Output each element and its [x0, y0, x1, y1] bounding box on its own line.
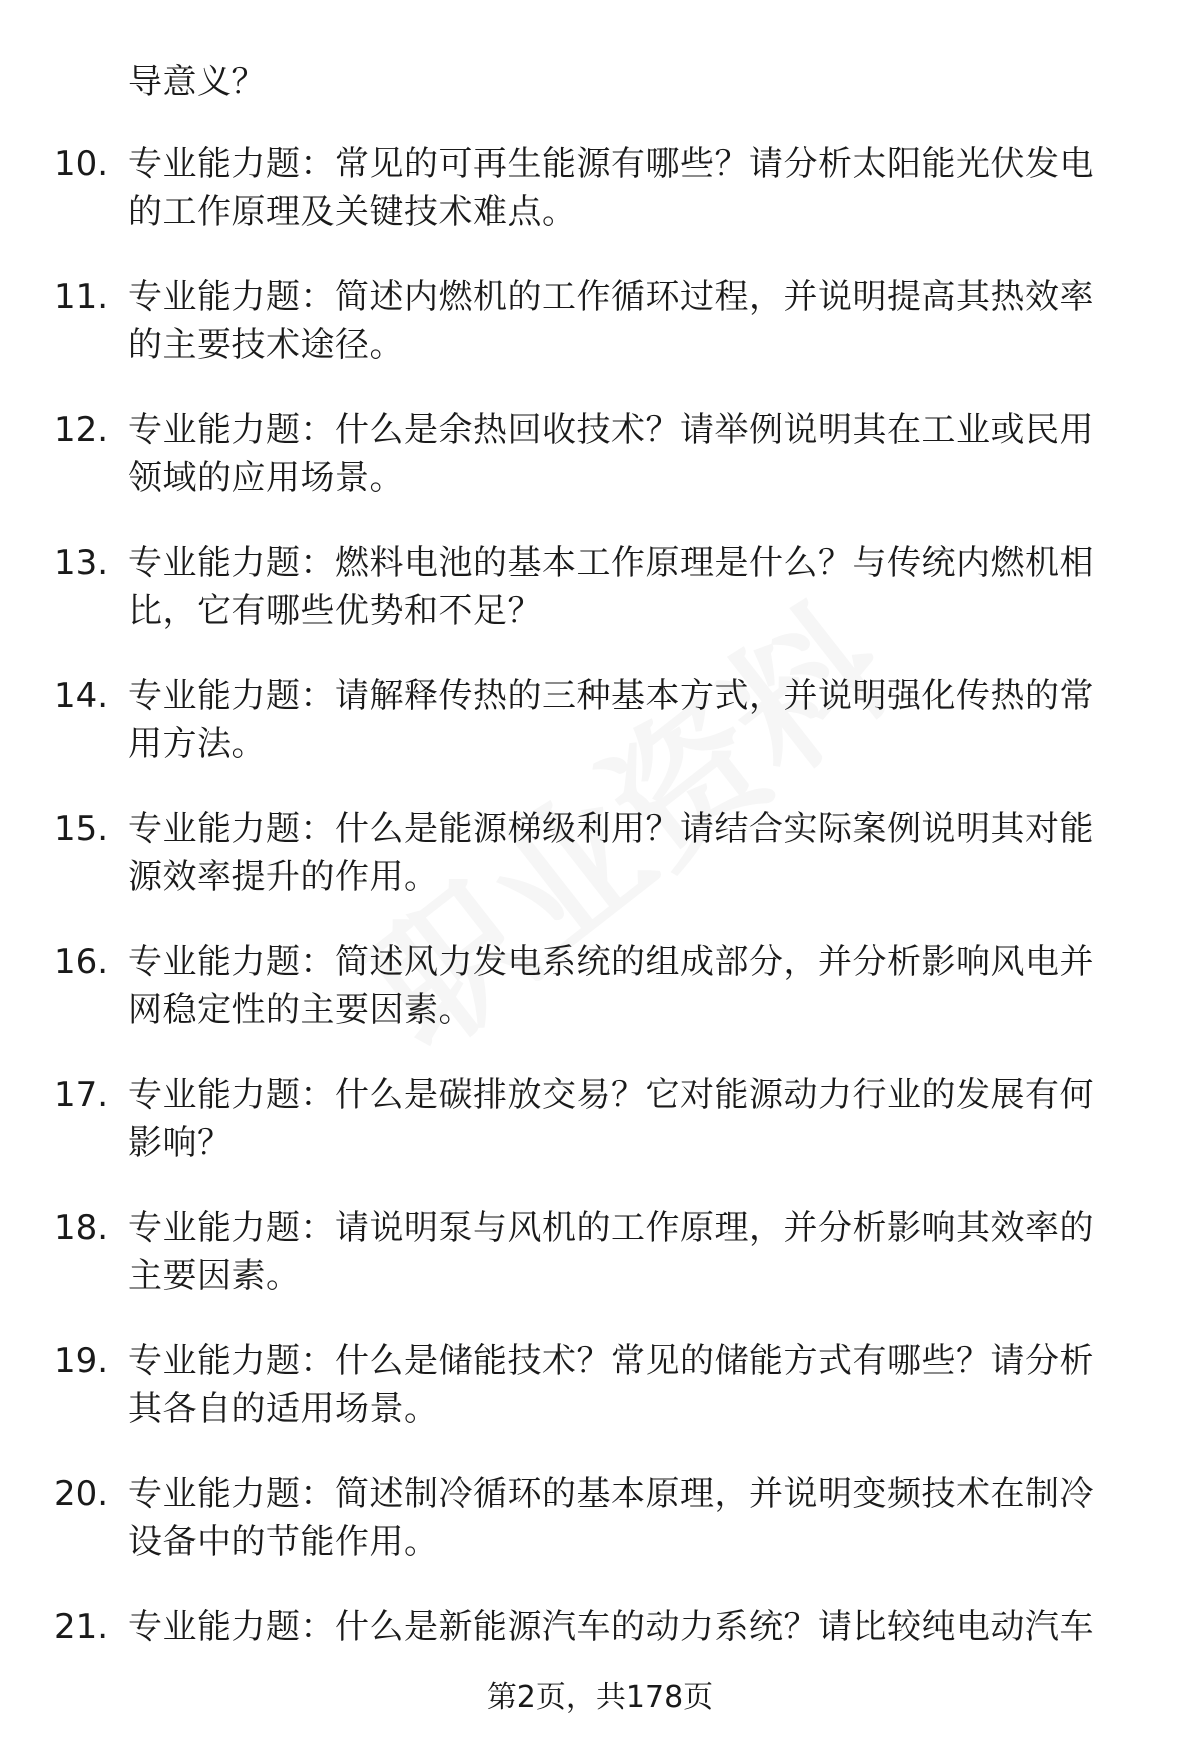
question-text	[128, 805, 1138, 901]
question-number: 21.	[54, 1607, 109, 1647]
question-number: 19.	[54, 1341, 109, 1381]
question-text	[128, 1071, 1138, 1167]
question-text	[128, 672, 1138, 768]
question-line: 比，它有哪些优势和不足？	[128, 591, 542, 631]
question-text	[128, 938, 1138, 1034]
continuation-line: 导意义？	[128, 62, 266, 102]
question-number: 13.	[54, 543, 109, 583]
question-line: 专业能力题：什么是能源梯级利用？请结合实际案例说明其对能	[128, 809, 1094, 849]
question-line: 的主要技术途径。	[128, 325, 404, 365]
question-item	[0, 1337, 1200, 1470]
question-line: 专业能力题：简述风力发电系统的组成部分，并分析影响风电并	[128, 942, 1094, 982]
question-line: 专业能力题：简述制冷循环的基本原理，并说明变频技术在制冷	[128, 1474, 1094, 1514]
question-item	[0, 140, 1200, 273]
question-item	[0, 1071, 1200, 1204]
question-line: 专业能力题：请解释传热的三种基本方式，并说明强化传热的常	[128, 676, 1094, 716]
question-line: 用方法。	[128, 724, 266, 764]
question-number: 12.	[54, 410, 109, 450]
question-line: 影响？	[128, 1123, 232, 1163]
question-line: 专业能力题：常见的可再生能源有哪些？请分析太阳能光伏发电	[128, 144, 1094, 184]
question-text	[128, 1603, 1138, 1651]
question-item	[0, 805, 1200, 938]
question-item	[0, 672, 1200, 805]
question-line: 领域的应用场景。	[128, 458, 404, 498]
question-line: 源效率提升的作用。	[128, 857, 439, 897]
question-number: 15.	[54, 809, 109, 849]
question-item	[0, 539, 1200, 672]
page-footer: 第2页，共178页	[486, 1680, 714, 1715]
question-line: 其各自的适用场景。	[128, 1389, 439, 1429]
question-line: 设备中的节能作用。	[128, 1522, 439, 1562]
question-number: 18.	[54, 1208, 109, 1248]
question-line: 专业能力题：什么是余热回收技术？请举例说明其在工业或民用	[128, 410, 1094, 450]
question-text	[128, 1470, 1138, 1566]
question-line: 专业能力题：什么是储能技术？常见的储能方式有哪些？请分析	[128, 1341, 1094, 1381]
question-item	[0, 406, 1200, 539]
question-line: 专业能力题：什么是新能源汽车的动力系统？请比较纯电动汽车	[128, 1607, 1094, 1647]
question-number: 17.	[54, 1075, 109, 1115]
question-line: 专业能力题：简述内燃机的工作循环过程，并说明提高其热效率	[128, 277, 1094, 317]
question-line: 专业能力题：什么是碳排放交易？它对能源动力行业的发展有何	[128, 1075, 1094, 1115]
question-number: 14.	[54, 676, 109, 716]
question-number: 10.	[54, 144, 109, 184]
question-line: 专业能力题：请说明泵与风机的工作原理，并分析影响其效率的	[128, 1208, 1094, 1248]
question-number: 16.	[54, 942, 109, 982]
question-list	[0, 140, 1200, 1736]
question-item	[0, 273, 1200, 406]
question-text	[128, 539, 1138, 635]
question-number: 11.	[54, 277, 109, 317]
question-line: 专业能力题：燃料电池的基本工作原理是什么？与传统内燃机相	[128, 543, 1094, 583]
question-item	[0, 938, 1200, 1071]
question-text	[128, 1204, 1138, 1300]
question-text	[128, 140, 1138, 236]
question-item	[0, 1470, 1200, 1603]
question-text	[128, 1337, 1138, 1433]
question-text	[128, 273, 1138, 369]
question-text	[128, 406, 1138, 502]
question-line: 网稳定性的主要因素。	[128, 990, 473, 1030]
question-item	[0, 1204, 1200, 1337]
question-line: 的工作原理及关键技术难点。	[128, 192, 577, 232]
question-number: 20.	[54, 1474, 109, 1514]
question-line: 主要因素。	[128, 1256, 301, 1296]
